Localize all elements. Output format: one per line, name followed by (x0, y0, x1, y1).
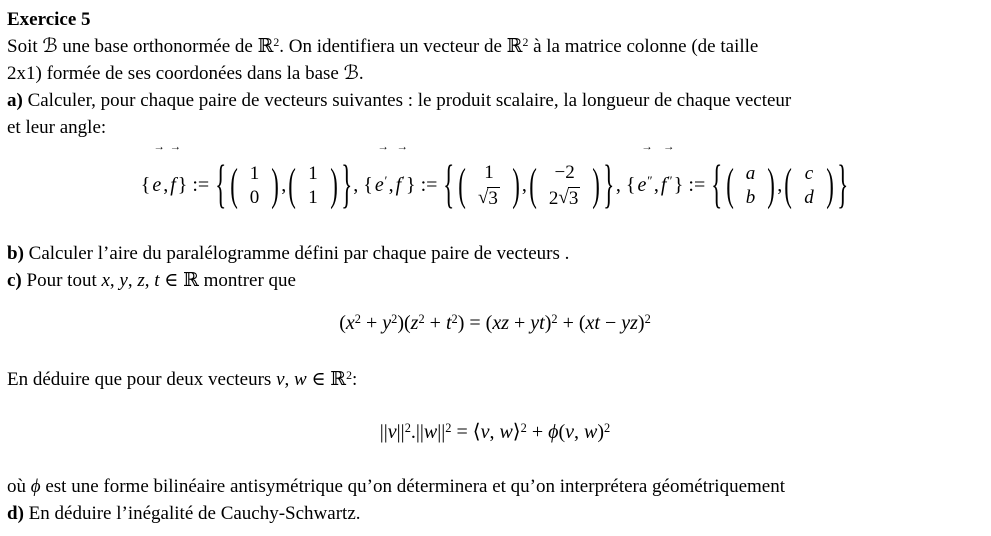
column-matrix (726, 148, 776, 224)
text-run: , (163, 174, 169, 196)
math-italic: yz (621, 312, 638, 335)
text-run: , (388, 174, 394, 196)
matrix-row (746, 164, 756, 184)
text-run: Pour tout (21, 270, 102, 292)
text-run: 2x1) formée de ses coordonées dans la base (7, 63, 344, 84)
text-run: , (777, 174, 783, 196)
matrix-column (466, 163, 512, 209)
column-matrix (784, 148, 834, 224)
matrix-right-paren: ) (271, 161, 280, 212)
math-italic: y (119, 270, 128, 292)
intro-line-1 (7, 33, 983, 60)
text-run: à la matrice colonne (de taille (528, 36, 759, 57)
exercise-title (7, 6, 983, 33)
text-run: 1 (484, 162, 494, 184)
math-italic: w (499, 421, 513, 444)
math-italic: v (276, 369, 285, 391)
text-run: Calculer, pour chaque paire de vecteurs suivantes : le produit scalaire, la longueur de chaque vecteur (22, 90, 792, 111)
matrix-row (549, 187, 580, 209)
vector-letter: e (152, 174, 162, 196)
text-run: où (7, 476, 31, 498)
vector-symbol (374, 139, 389, 223)
superscript: 2 (391, 312, 398, 327)
vector-letter: e (374, 174, 384, 196)
text-run: )( (397, 312, 411, 335)
sqrt-radical-sign: √ (477, 187, 489, 209)
column-matrix (458, 148, 520, 224)
matrix-left-paren: ( (529, 161, 537, 212)
superscript: 2 (604, 421, 611, 436)
text-run: , (521, 174, 527, 196)
math-italic: xt (585, 312, 600, 335)
text-run: Calculer l’aire du paralélogramme défini par chaque paire de vecteurs . (23, 243, 570, 265)
phi-line (7, 473, 983, 500)
text-run: 0 (249, 187, 260, 209)
big-brace-delimiter: } (603, 157, 615, 216)
superscript: 2 (418, 312, 425, 327)
text-run: } := (406, 174, 443, 196)
sqrt-radical-sign: √ (558, 187, 569, 209)
display-identity (7, 306, 983, 340)
math-italic: c (804, 163, 814, 185)
vector-symbol (169, 139, 182, 223)
vector-arrow-icon: → (396, 139, 408, 153)
text-run: , (144, 270, 155, 292)
text-run: + (526, 421, 549, 444)
matrix-left-paren: ( (288, 161, 297, 212)
text-run: 2 (548, 188, 559, 210)
text-run: ) (544, 312, 552, 335)
vector-letter: f (395, 174, 402, 196)
text-run: . On identifiera un vecteur de (279, 36, 507, 57)
text-run: Soit (7, 36, 43, 57)
vector-arrow-icon: → (377, 139, 389, 153)
prime-mark: ″ (646, 173, 652, 189)
sqrt-expression (558, 187, 580, 209)
math-italic: t (445, 312, 452, 335)
blackboard-R-symbol: ℝ (257, 36, 274, 57)
intro-line-2 (7, 60, 983, 87)
prime-mark: ′ (383, 173, 387, 189)
math-italic: y (382, 312, 392, 335)
text-run: , (281, 174, 287, 196)
text-run: ( (558, 421, 566, 444)
text-run: En déduire l’inégalité de Cauchy-Schwartz. (23, 503, 361, 525)
big-brace-delimiter: { (215, 157, 227, 216)
matrix-row (478, 187, 500, 209)
vector-symbol (660, 139, 675, 223)
prime-mark: ′ (401, 173, 405, 189)
matrix-row (555, 163, 575, 183)
vector-arrow-icon: → (662, 139, 675, 153)
superscript: 2 (273, 36, 280, 50)
matrix-right-paren: ) (767, 161, 776, 212)
text-run: , { (353, 174, 373, 196)
text-run: 1 (249, 163, 260, 185)
matrix-row (308, 188, 318, 208)
math-italic: w (294, 369, 307, 391)
superscript: 2 (551, 312, 558, 327)
text-run: montrer que (198, 270, 296, 292)
text-run: ∈ (159, 270, 184, 292)
vector-arrow-icon: → (153, 139, 165, 153)
big-brace-delimiter: { (711, 157, 723, 216)
math-italic: a (745, 163, 756, 185)
vector-symbol (637, 139, 653, 223)
bold-text: d) (7, 503, 24, 525)
text-run: + ( (557, 312, 586, 335)
math-italic: v (480, 421, 490, 444)
matrix-row (746, 188, 756, 208)
text-run: } := (673, 174, 711, 196)
text-run: , (284, 369, 295, 391)
blackboard-R-symbol: ℝ (183, 270, 199, 292)
matrix-left-paren: ( (229, 161, 238, 212)
math-italic: v (387, 421, 397, 444)
text-run: ) = ( (457, 312, 493, 335)
text-run: , (127, 270, 138, 292)
matrix-row (805, 164, 813, 184)
matrix-right-paren: ) (512, 161, 520, 212)
matrix-right-paren: ) (329, 161, 338, 212)
text-run: ( (339, 312, 346, 335)
matrix-row (250, 164, 260, 184)
superscript: 2 (346, 369, 352, 383)
display-vector-pairs (7, 139, 983, 224)
text-run: , (653, 174, 659, 196)
vector-symbol (152, 139, 165, 223)
matrix-left-paren: ( (784, 161, 793, 212)
column-matrix (230, 148, 280, 224)
text-run: + (360, 312, 383, 335)
text-run: . (410, 421, 416, 444)
matrix-right-paren: ) (592, 161, 601, 212)
superscript: 2 (354, 312, 361, 327)
math-italic: w (423, 421, 438, 444)
text-run: , (109, 270, 120, 292)
text-run: 1 (308, 163, 318, 185)
math-italic: x (345, 312, 355, 335)
math-italic: ϕ (548, 421, 559, 444)
text-run: = ⟨ (451, 421, 481, 444)
deduce-line (7, 366, 983, 393)
math-italic: ϕ (30, 476, 41, 498)
text-run: − (599, 312, 622, 335)
text-run: || (396, 421, 405, 444)
math-italic: v (565, 421, 575, 444)
blackboard-R-symbol: ℝ (506, 36, 523, 57)
text-run: + (508, 312, 531, 335)
math-italic: z (137, 270, 145, 292)
superscript: 2 (451, 312, 458, 327)
text-run: ⟩ (512, 421, 521, 444)
math-italic: x (101, 270, 110, 292)
big-brace-delimiter: } (837, 157, 849, 216)
bold-text: Exercice 5 (7, 9, 91, 30)
text-run: ∈ (306, 369, 331, 391)
bold-text: a) (7, 90, 23, 111)
bold-text: b) (7, 243, 24, 265)
vector-letter: e (637, 174, 647, 196)
matrix-column (537, 163, 592, 209)
text-run: } := (177, 174, 215, 196)
vector-letter: f (660, 174, 667, 196)
sqrt-expression (478, 187, 500, 209)
text-run: En déduire que pour deux vecteurs (7, 369, 277, 391)
script-B-symbol: ℬ (343, 63, 359, 84)
vector-symbol (395, 139, 408, 223)
column-matrix (288, 148, 338, 224)
bold-text: c) (7, 270, 22, 292)
math-italic: xz (492, 312, 509, 335)
vector-arrow-icon: → (641, 139, 653, 153)
vector-arrow-icon: → (169, 139, 182, 153)
display-norm-identity (7, 415, 983, 449)
text-run: ) (597, 421, 605, 444)
superscript: 2 (404, 421, 411, 436)
text-run: , (574, 421, 585, 444)
text-run: une base orthonormée de (57, 36, 258, 57)
item-c (7, 267, 983, 294)
text-run: , { (615, 174, 636, 196)
text-run: : (351, 369, 358, 391)
text-run: et leur angle: (7, 117, 107, 138)
matrix-column (238, 164, 272, 208)
math-italic: w (584, 421, 598, 444)
superscript: 2 (522, 36, 529, 50)
matrix-column (734, 164, 768, 208)
text-run: || (415, 421, 424, 444)
matrix-row (308, 164, 318, 184)
text-run: , (489, 421, 500, 444)
math-italic: d (804, 187, 814, 209)
text-run: 1 (308, 187, 318, 209)
matrix-right-paren: ) (825, 161, 834, 212)
column-matrix (529, 148, 600, 224)
item-d (7, 500, 983, 527)
matrix-column (792, 164, 826, 208)
superscript: 2 (520, 421, 527, 436)
superscript: 2 (644, 312, 651, 327)
sqrt-radicand: 3 (568, 188, 579, 210)
matrix-column (296, 164, 330, 208)
text-run: + (424, 312, 446, 335)
matrix-left-paren: ( (458, 161, 466, 212)
big-brace-delimiter: { (443, 157, 455, 216)
script-B-symbol: ℬ (42, 36, 58, 57)
text-run: || (437, 421, 446, 444)
blackboard-R-symbol: ℝ (330, 369, 347, 391)
matrix-row (484, 163, 494, 183)
math-italic: b (745, 187, 756, 209)
matrix-row (250, 188, 260, 208)
sqrt-radicand: 3 (488, 188, 498, 210)
vector-letter: f (170, 174, 176, 196)
text-run: ) (637, 312, 645, 335)
superscript: 2 (445, 421, 452, 436)
text-run: . (358, 63, 364, 84)
math-italic: t (154, 270, 160, 292)
big-brace-delimiter: } (341, 157, 352, 216)
text-run: est une forme bilinéaire antisymétrique qu’on déterminera et qu’on interprétera géométriquement (40, 476, 785, 498)
math-italic: z (410, 312, 419, 335)
math-italic: yt (530, 312, 545, 335)
prime-mark: ″ (666, 173, 672, 189)
text-run: −2 (554, 162, 575, 184)
matrix-left-paren: ( (725, 161, 734, 212)
text-run: || (379, 421, 388, 444)
text-run: { (140, 174, 151, 196)
matrix-row (804, 188, 814, 208)
